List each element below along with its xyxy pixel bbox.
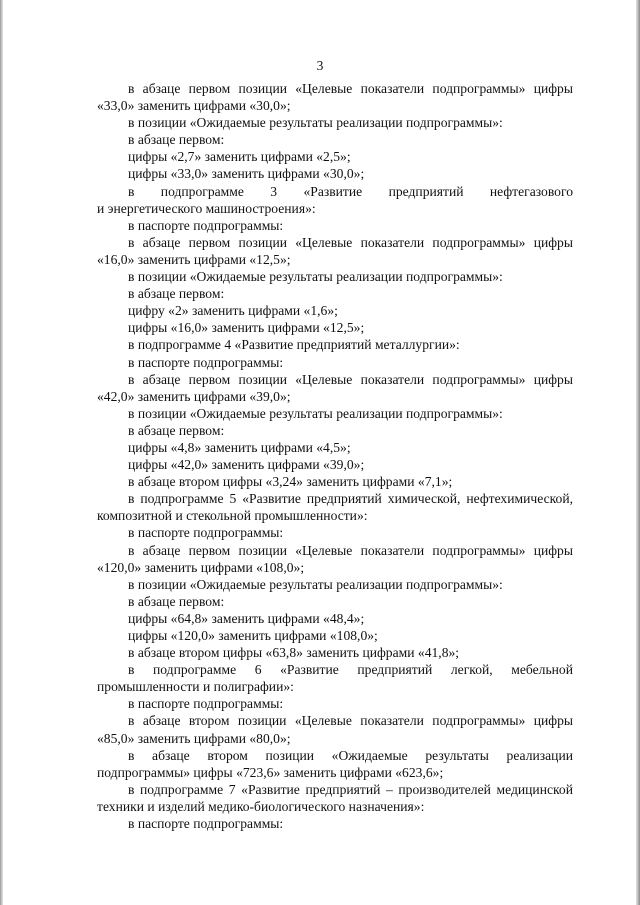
text-line: техники и изделий медико-биологического назначения»: — [97, 798, 425, 814]
text-line: в позиции «Ожидаемые результаты реализации подпрограммы»: — [128, 405, 503, 421]
text-line: композитной и стекольной промышленности»: — [97, 508, 368, 524]
text-line: цифры «42,0» заменить цифрами «39,0»; — [128, 457, 365, 473]
text-line: цифры «120,0» заменить цифрами «108,0»; — [128, 628, 378, 643]
text-line: в абзаце втором позиции «Целевые показатели подпрограммы» цифры — [128, 713, 573, 729]
text-line: цифры «64,8» заменить цифрами «48,4»; — [128, 610, 365, 626]
page-number: 3 — [316, 58, 324, 73]
text-line: в подпрограмме 6 «Развитие предприятий легкой, мебельной — [128, 662, 573, 678]
text-line: в паспорте подпрограммы: — [128, 816, 284, 832]
text-line: в подпрограмме 3 «Развитие предприятий нефтегазового — [128, 183, 573, 199]
text-line: «33,0» заменить цифрами «30,0»; — [97, 98, 291, 114]
text-line: «120,0» заменить цифрами «108,0»; — [97, 559, 305, 575]
text-line: цифры «4,8» заменить цифрами «4,5»; — [128, 439, 351, 455]
text-line: в паспорте подпрограммы: — [128, 217, 284, 233]
text-line: в паспорте подпрограммы: — [128, 696, 284, 712]
text-line: цифры «16,0» заменить цифрами «12,5»; — [128, 320, 365, 336]
text-line: в абзаце первом: — [128, 422, 225, 438]
text-line: промышленности и полиграфии»: — [97, 679, 294, 695]
text-line: в подпрограмме 4 «Развитие предприятий металлургии»: — [128, 337, 460, 353]
text-line: цифры «33,0» заменить цифрами «30,0»; — [128, 166, 365, 182]
text-line: в абзаце первом позиции «Целевые показатели подпрограммы» цифры — [128, 81, 573, 96]
text-line: подпрограммы» цифры «723,6» заменить цифрами «623,6»; — [97, 764, 444, 780]
text-line: в абзаце втором позиции «Ожидаемые результаты реализации — [128, 747, 573, 763]
text-line: в подпрограмме 5 «Развитие предприятий химической, нефтехимической, — [128, 491, 573, 507]
text-line: в паспорте подпрограммы: — [128, 525, 284, 541]
text-line: в паспорте подпрограммы: — [128, 354, 284, 370]
text-line: в абзаце первом: — [128, 593, 225, 609]
text-line: в абзаце втором цифры «3,24» заменить цифрами «7,1»; — [128, 474, 453, 490]
text-line: «85,0» заменить цифрами «80,0»; — [97, 730, 291, 746]
text-line: в подпрограмме 7 «Развитие предприятий – производителей медицинской — [128, 781, 573, 797]
text-line: и энергетического машиностроения»: — [97, 200, 316, 216]
text-line: в абзаце первом: — [128, 132, 225, 148]
document-body — [97, 80, 573, 832]
text-line: в абзаце первом позиции «Целевые показатели подпрограммы» цифры — [128, 371, 573, 387]
text-line: в абзаце первом: — [128, 286, 225, 302]
text-line: цифру «2» заменить цифрами «1,6»; — [128, 303, 338, 319]
text-line: в позиции «Ожидаемые результаты реализации подпрограммы»: — [128, 115, 503, 131]
text-line: в абзаце первом позиции «Целевые показатели подпрограммы» цифры — [128, 542, 573, 558]
text-line: цифры «2,7» заменить цифрами «2,5»; — [128, 149, 351, 165]
text-line: «42,0» заменить цифрами «39,0»; — [97, 388, 291, 404]
text-line: в абзаце первом позиции «Целевые показатели подпрограммы» цифры — [128, 234, 573, 250]
scan-edge-right — [636, 0, 640, 905]
text-line: в позиции «Ожидаемые результаты реализации подпрограммы»: — [128, 269, 503, 285]
text-line: в абзаце втором цифры «63,8» заменить цифрами «41,8»; — [128, 645, 460, 661]
text-line: «16,0» заменить цифрами «12,5»; — [97, 251, 291, 267]
text-line: в позиции «Ожидаемые результаты реализации подпрограммы»: — [128, 576, 503, 592]
scan-edge-left — [0, 0, 3, 905]
